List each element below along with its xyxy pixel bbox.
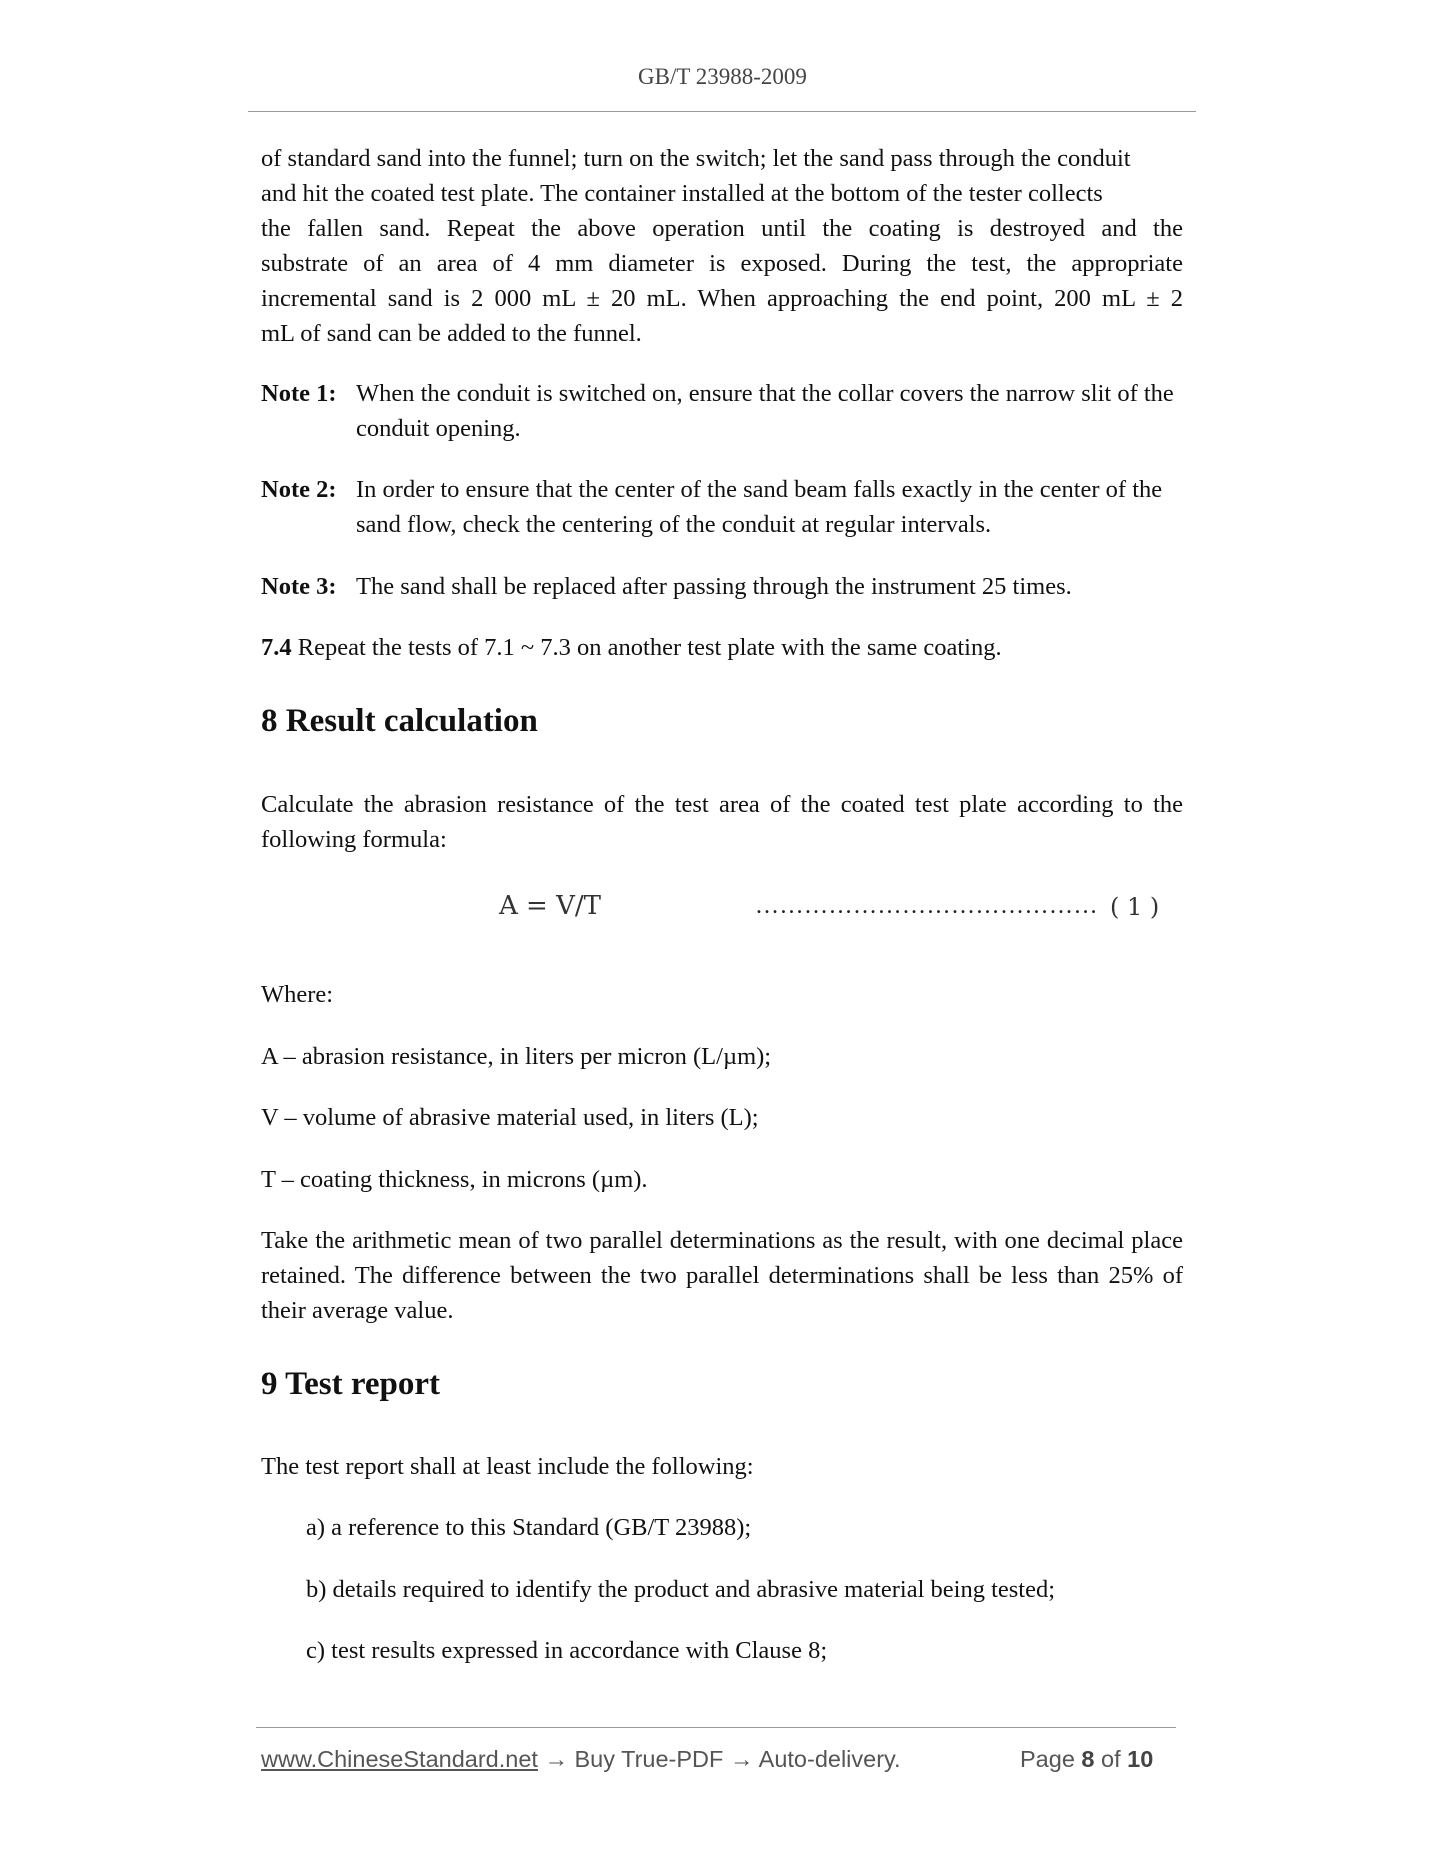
chinesestandard-link[interactable]: www.ChineseStandard.net bbox=[261, 1746, 538, 1772]
note-1 bbox=[261, 376, 1183, 446]
section-9-heading: 9 Test report bbox=[261, 1366, 441, 1402]
note-text: When the conduit is switched on, ensure that the collar covers the narrow slit of the conduit opening. bbox=[356, 380, 1174, 442]
report-item-b: b) details required to identify the product and abrasive material being tested; bbox=[306, 1576, 1056, 1603]
document-header-title: GB/T 23988-2009 bbox=[638, 64, 807, 89]
formula: A = V/T bbox=[499, 891, 601, 921]
intro-line: incremental sand is 2 000 mL ± 20 mL. When approaching the end point, 200 mL ± 2 bbox=[261, 285, 1183, 312]
header-divider bbox=[248, 111, 1196, 112]
note-3 bbox=[261, 569, 1183, 604]
intro-paragraph bbox=[261, 141, 1183, 351]
result-paragraph: Take the arithmetic mean of two parallel determinations as the result, with one decimal place retained. The difference between the two parallel determinations shall be less than 25% of their average value. bbox=[261, 1227, 1183, 1324]
note-2 bbox=[261, 472, 1183, 542]
note-label: Note 3: bbox=[261, 573, 337, 600]
of-label: of bbox=[1101, 1746, 1121, 1772]
clause-text: Repeat the tests of 7.1 ~ 7.3 on another test plate with the same coating. bbox=[291, 634, 1002, 661]
section-9-intro: The test report shall at least include the following: bbox=[261, 1453, 754, 1480]
footer-promo-text: → Buy True-PDF → Auto-delivery. bbox=[537, 1746, 901, 1772]
definition-v: V – volume of abrasive material used, in liters (L); bbox=[261, 1104, 759, 1131]
note-text: The sand shall be replaced after passing through the instrument 25 times. bbox=[356, 573, 1072, 600]
section-8-intro: Calculate the abrasion resistance of the test area of the coated test plate according to the following formula: bbox=[261, 791, 1183, 853]
note-label: Note 2: bbox=[261, 476, 337, 503]
equation-number: ( 1 ) bbox=[1110, 893, 1160, 921]
page-total: 10 bbox=[1127, 1746, 1154, 1772]
footer-promo bbox=[261, 1746, 901, 1773]
intro-line: substrate of an area of 4 mm diameter is exposed. During the test, the appropriate bbox=[261, 250, 1183, 277]
note-label: Note 1: bbox=[261, 380, 337, 407]
definition-a: A – abrasion resistance, in liters per micron (L/µm); bbox=[261, 1043, 772, 1070]
page-current: 8 bbox=[1081, 1746, 1095, 1772]
intro-line: the fallen sand. Repeat the above operation until the coating is destroyed and the bbox=[261, 215, 1183, 242]
formula-leader-dots: …………………………………… bbox=[755, 893, 1098, 919]
page-indicator bbox=[1020, 1746, 1153, 1773]
note-text: In order to ensure that the center of the sand beam falls exactly in the center of the sand flow, check the centering of the conduit at regular intervals. bbox=[356, 476, 1163, 538]
clause-number: 7.4 bbox=[261, 634, 292, 661]
clause-7-4 bbox=[261, 630, 1183, 665]
report-item-c: c) test results expressed in accordance with Clause 8; bbox=[306, 1637, 828, 1664]
intro-line: and hit the coated test plate. The container installed at the bottom of the tester collects bbox=[261, 180, 1103, 207]
report-item-a: a) a reference to this Standard (GB/T 23988); bbox=[306, 1514, 752, 1541]
page-label: Page bbox=[1020, 1746, 1075, 1772]
section-8-heading: 8 Result calculation bbox=[261, 703, 538, 739]
where-label: Where: bbox=[261, 981, 334, 1008]
footer-divider bbox=[256, 1727, 1176, 1728]
intro-line: mL of sand can be added to the funnel. bbox=[261, 320, 642, 347]
definition-t: T – coating thickness, in microns (µm). bbox=[261, 1166, 648, 1193]
intro-line: of standard sand into the funnel; turn on the switch; let the sand pass through the conduit bbox=[261, 145, 1131, 172]
